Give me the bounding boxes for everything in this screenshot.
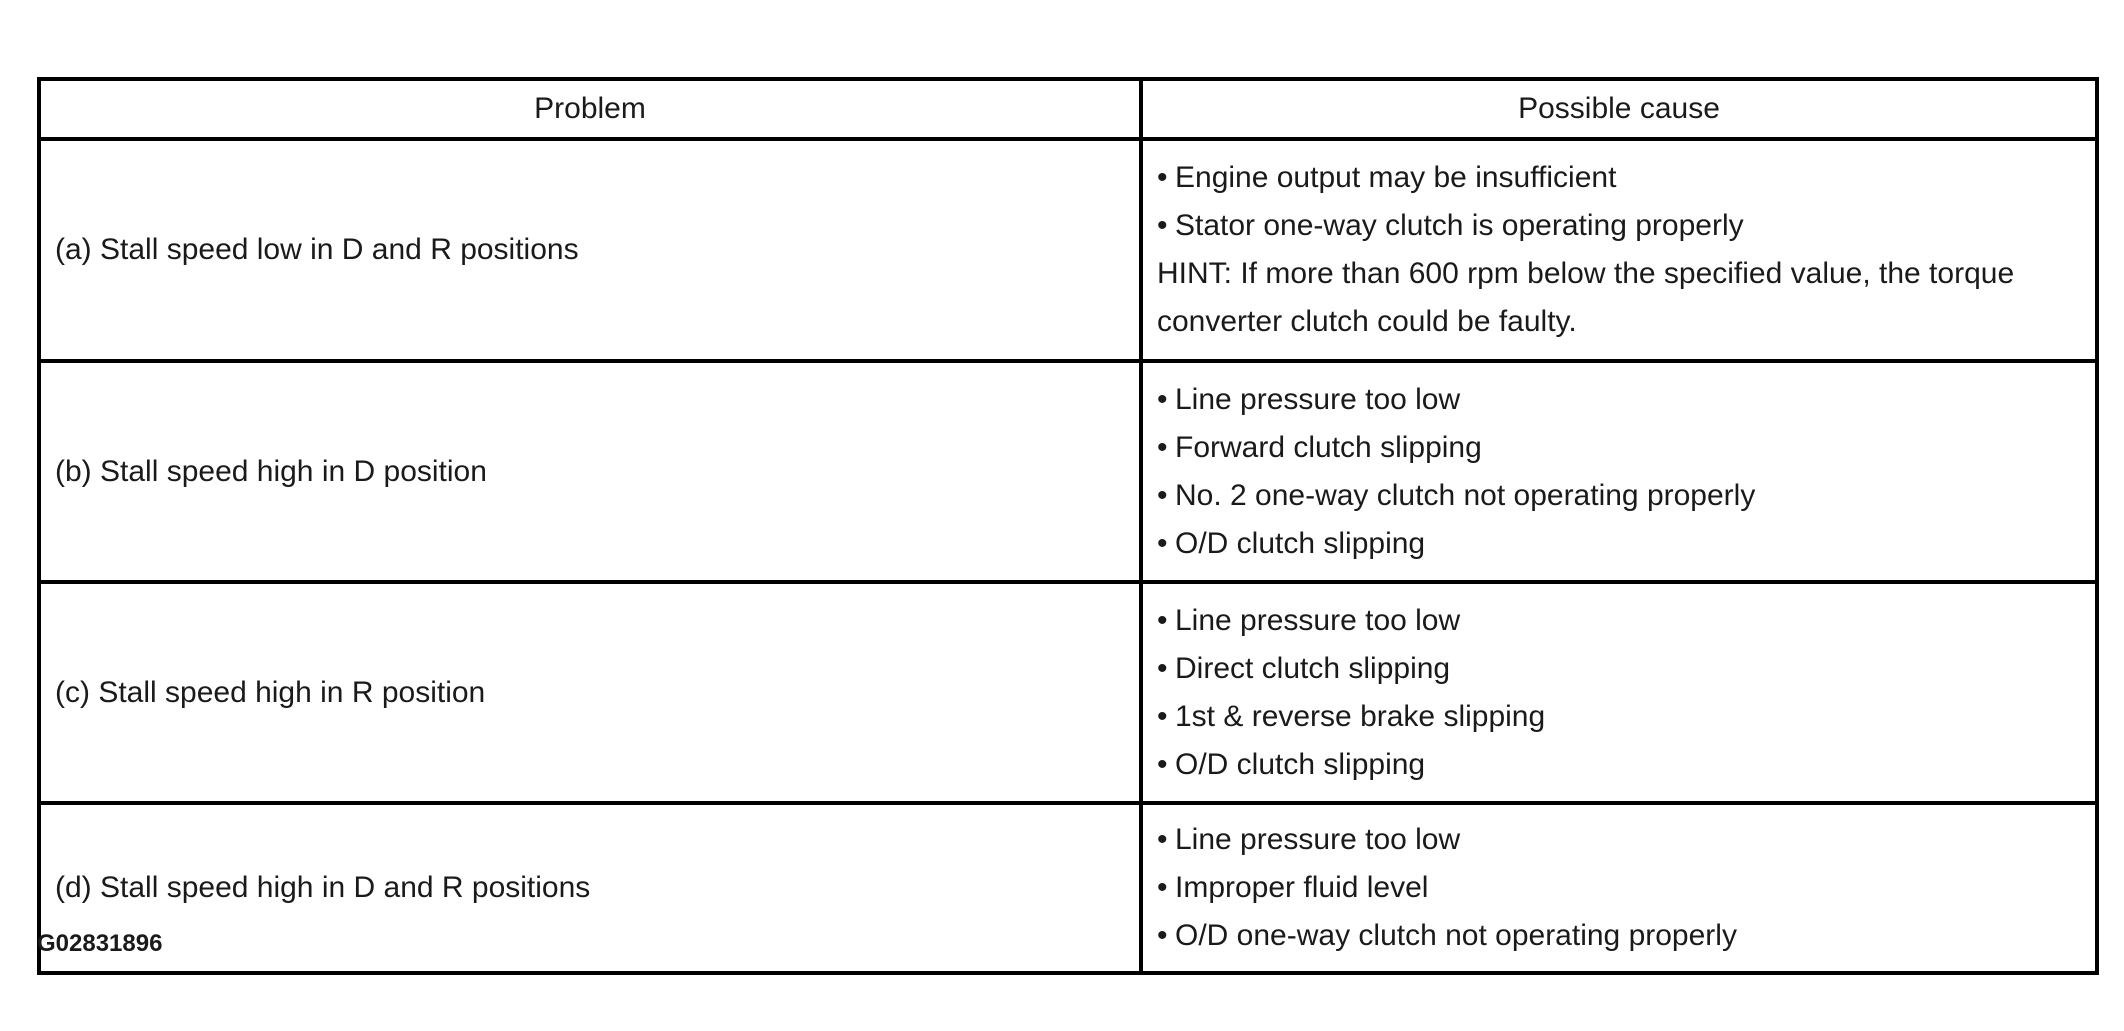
figure-id: G02831896 bbox=[37, 930, 163, 957]
cause-cell bbox=[1141, 803, 2097, 973]
hint-text: HINT: If more than 600 rpm below the specified value, the torque converter clutch could be faulty. bbox=[1157, 257, 2015, 338]
cause-text: Engine output may be insufficient bbox=[1175, 161, 1617, 194]
cause-item bbox=[1157, 693, 2083, 741]
cause-text: 1st & reverse brake slipping bbox=[1175, 699, 1546, 733]
cause-item bbox=[1157, 741, 2083, 789]
cause-text: Line pressure too low bbox=[1175, 382, 1461, 416]
bullet-icon: • bbox=[1157, 919, 1168, 952]
header-problem: Problem bbox=[39, 79, 1141, 139]
bullet-icon: • bbox=[1157, 603, 1168, 637]
bullet-icon: • bbox=[1157, 209, 1168, 242]
cause-item bbox=[1157, 424, 2083, 472]
bullet-icon: • bbox=[1157, 430, 1168, 464]
cause-cell bbox=[1141, 361, 2097, 582]
bullet-icon: • bbox=[1157, 823, 1168, 856]
problem-cell: (a) Stall speed low in D and R positions bbox=[39, 139, 1141, 361]
table-header-row bbox=[39, 79, 2097, 139]
cause-text: O/D one-way clutch not operating properly bbox=[1175, 919, 1737, 952]
bullet-icon: • bbox=[1157, 161, 1168, 194]
diagnosis-table bbox=[37, 77, 2099, 975]
bullet-icon: • bbox=[1157, 871, 1168, 904]
problem-cell: (d) Stall speed high in D and R positions bbox=[39, 803, 1141, 973]
bullet-icon: • bbox=[1157, 747, 1168, 781]
header-possible-cause: Possible cause bbox=[1141, 79, 2097, 139]
bullet-icon: • bbox=[1157, 699, 1168, 733]
cause-text: No. 2 one-way clutch not operating properly bbox=[1175, 478, 1756, 512]
bullet-icon: • bbox=[1157, 478, 1168, 512]
cause-item bbox=[1157, 202, 2083, 250]
cause-item bbox=[1157, 816, 2083, 864]
cause-item bbox=[1157, 864, 2083, 912]
bullet-icon: • bbox=[1157, 651, 1168, 685]
cause-item bbox=[1157, 472, 2083, 520]
cause-text: O/D clutch slipping bbox=[1175, 747, 1426, 781]
cause-item bbox=[1157, 597, 2083, 645]
cause-cell bbox=[1141, 139, 2097, 361]
cause-item bbox=[1157, 154, 2083, 202]
bullet-icon: • bbox=[1157, 382, 1168, 416]
table-row bbox=[39, 139, 2097, 361]
cause-text: Forward clutch slipping bbox=[1175, 430, 1482, 464]
cause-text: Direct clutch slipping bbox=[1175, 651, 1451, 685]
cause-item bbox=[1157, 645, 2083, 693]
cause-text: Line pressure too low bbox=[1175, 823, 1461, 856]
problem-cell: (c) Stall speed high in R position bbox=[39, 582, 1141, 803]
table-row bbox=[39, 803, 2097, 973]
table-row bbox=[39, 582, 2097, 803]
cause-item bbox=[1157, 376, 2083, 424]
cause-text: O/D clutch slipping bbox=[1175, 526, 1426, 560]
cause-item bbox=[1157, 912, 2083, 960]
cause-text: Stator one-way clutch is operating properly bbox=[1175, 209, 1744, 242]
cause-text: Improper fluid level bbox=[1175, 871, 1429, 904]
bullet-icon: • bbox=[1157, 526, 1168, 560]
problem-cell: (b) Stall speed high in D position bbox=[39, 361, 1141, 582]
cause-cell bbox=[1141, 582, 2097, 803]
cause-text: Line pressure too low bbox=[1175, 603, 1461, 637]
table-row bbox=[39, 361, 2097, 582]
cause-item bbox=[1157, 520, 2083, 568]
